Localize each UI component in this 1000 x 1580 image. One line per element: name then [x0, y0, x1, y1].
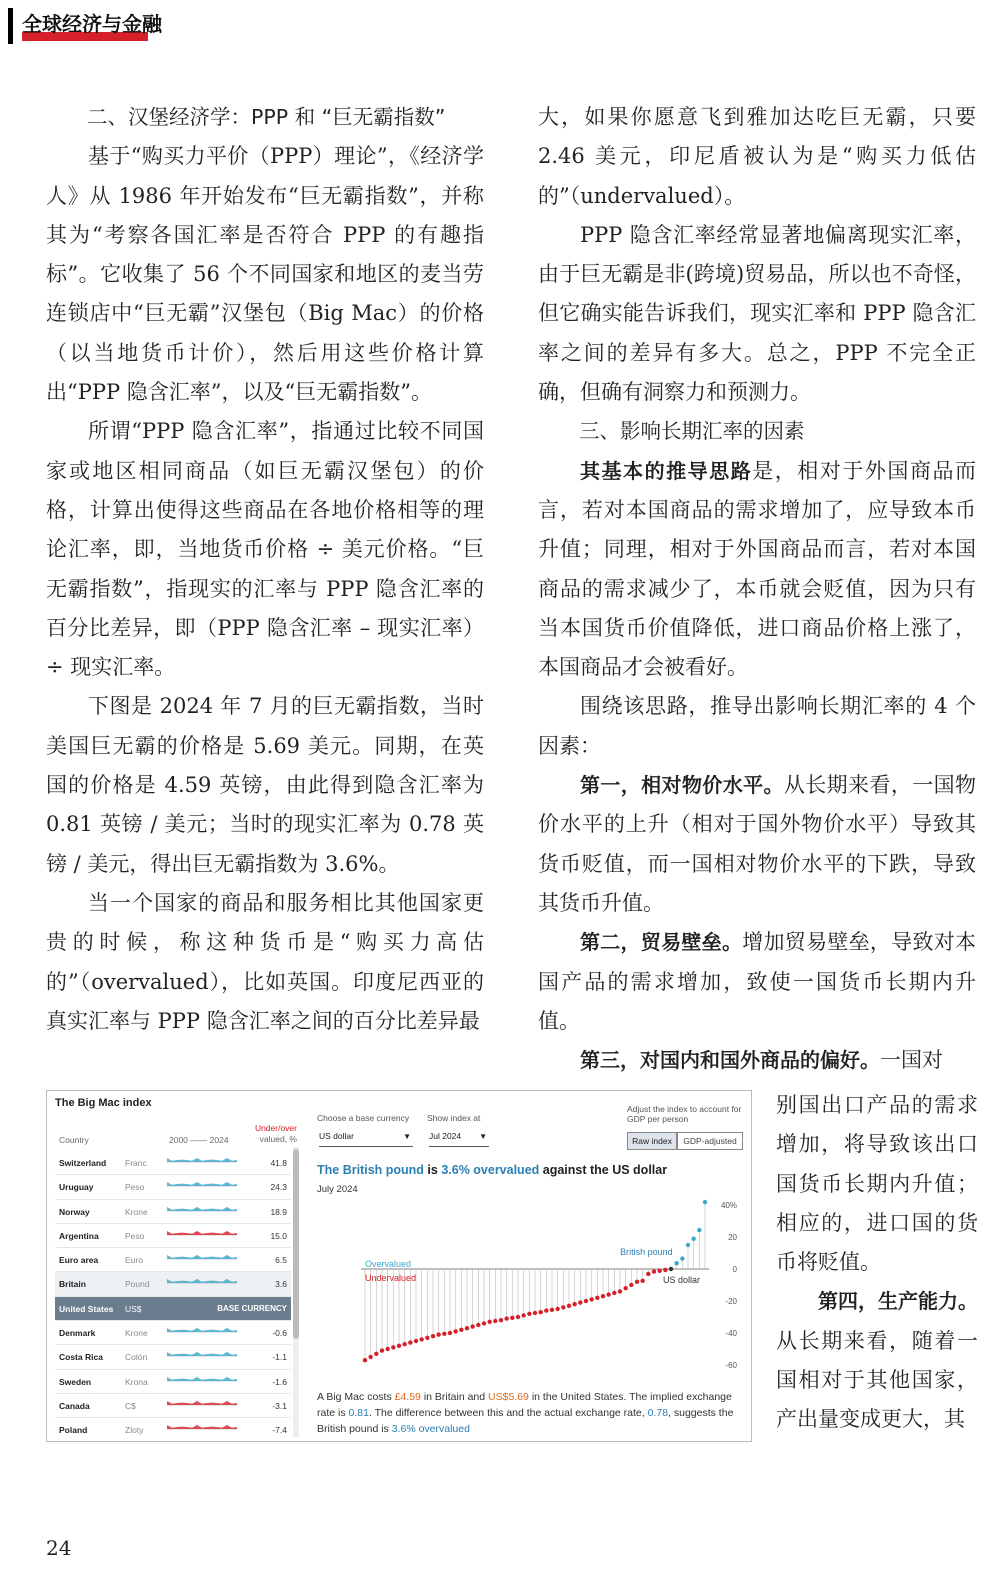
data-point [635, 1280, 639, 1284]
data-point [414, 1339, 418, 1343]
paragraph-text: 增加贸易壁垒，导致对本国产品的需求增加，致使一国货币长期内升值。 [538, 930, 977, 1033]
sparkline-area [167, 1207, 237, 1211]
currency-name: C$ [125, 1400, 136, 1411]
sparkline [167, 1156, 237, 1168]
data-point [510, 1316, 514, 1320]
sparkline-area [167, 1231, 237, 1235]
currency-name: Krone [125, 1206, 148, 1217]
data-point [646, 1272, 650, 1276]
currency-name: Peso [125, 1230, 145, 1241]
sparkline-area [167, 1255, 237, 1259]
currency-name: US$ [125, 1303, 142, 1314]
y-tick-label: 20 [728, 1233, 737, 1242]
table-row[interactable] [55, 1224, 291, 1248]
data-point [436, 1332, 440, 1336]
data-point [555, 1307, 559, 1311]
undervalued-label: Undervalued [365, 1273, 417, 1283]
footnote-usd-price: US$5.69 [488, 1391, 529, 1403]
bold-lead: 第四，生产能力。 [818, 1289, 978, 1314]
sparkline [167, 1375, 237, 1387]
section-heading-3: 三、影响长期汇率的因素 [579, 419, 805, 444]
country-name: Britain [59, 1279, 86, 1290]
bold-lead: 第三，对国内和国外商品的偏好。 [580, 1048, 880, 1073]
data-point [380, 1348, 384, 1352]
data-point [697, 1228, 701, 1232]
sparkline-area [167, 1158, 237, 1162]
country-name: Euro area [59, 1255, 99, 1266]
table-row[interactable] [55, 1321, 291, 1345]
data-point [567, 1304, 571, 1308]
data-point [606, 1292, 610, 1296]
bold-lead: 第一，相对物价水平。 [580, 773, 784, 798]
y-tick-label: -60 [725, 1361, 737, 1370]
data-point [374, 1352, 378, 1356]
data-point [453, 1329, 457, 1333]
show-index-label: Show index at [427, 1113, 481, 1123]
data-point [527, 1312, 531, 1316]
data-point [612, 1291, 616, 1295]
sparkline [167, 1350, 237, 1362]
data-point [516, 1315, 520, 1319]
table-row[interactable] [55, 1345, 291, 1369]
column-header-valued: valued, % [259, 1134, 297, 1144]
left-column [46, 98, 484, 1041]
chevron-down-icon: ▼ [403, 1132, 411, 1141]
data-point [487, 1320, 491, 1324]
country-name: Denmark [59, 1328, 96, 1339]
show-index-value: Jul 2024 [429, 1131, 462, 1141]
bold-lead: 其基本的推导思路 [580, 458, 753, 483]
y-tick-label: 40% [720, 1201, 737, 1210]
narrow-column [776, 1086, 978, 1440]
data-point [691, 1237, 695, 1241]
column-header-country: Country [59, 1135, 89, 1145]
base-currency-select[interactable] [319, 1131, 413, 1147]
raw-index-toggle[interactable]: Raw index [627, 1132, 677, 1150]
currency-name: Franc [125, 1158, 147, 1168]
data-point [368, 1355, 372, 1359]
table-row[interactable] [55, 1418, 291, 1442]
data-point [465, 1326, 469, 1330]
paragraph: 大，如果你愿意飞到雅加达吃巨无霸，只要 2.46 美元，印尼盾被认为是“购买力低估的”（undervalued）。 [538, 105, 976, 208]
data-point [595, 1296, 599, 1300]
table-row[interactable] [55, 1370, 291, 1394]
footnote-text: , suggests the British pound is [317, 1407, 734, 1435]
column-header-years: 2000 —— 2024 [169, 1135, 229, 1145]
table-row[interactable] [55, 1175, 291, 1199]
headline-is: is [423, 1163, 442, 1177]
sparkline-area [167, 1401, 237, 1405]
country-name: Argentina [59, 1230, 99, 1241]
data-point [578, 1300, 582, 1304]
data-point [550, 1308, 554, 1312]
footnote-implied-rate: 0.81 [348, 1407, 369, 1419]
currency-name: Zloty [125, 1425, 144, 1436]
data-point [686, 1243, 690, 1247]
data-point [448, 1331, 452, 1335]
table-row[interactable] [55, 1151, 291, 1175]
valuation-value: 6.5 [275, 1255, 287, 1266]
paragraph [538, 1041, 976, 1080]
data-point [601, 1294, 605, 1298]
data-point [561, 1305, 565, 1309]
paragraph [538, 452, 976, 688]
data-point [652, 1269, 656, 1273]
adjust-note: Adjust the index to account for GDP per person [627, 1104, 742, 1124]
data-point [623, 1286, 627, 1290]
data-point [397, 1344, 401, 1348]
data-point [703, 1200, 707, 1204]
table-scroll-thumb[interactable] [293, 1149, 299, 1339]
section-heading-2: 二、汉堡经济学：PPP 和 “巨无霸指数” [87, 105, 446, 129]
data-point [544, 1308, 548, 1312]
sparkline-area [167, 1352, 237, 1356]
paragraph: 当一个国家的商品和服务相比其他国家更贵的时候，称这种货币是“购买力高估的”（overvalued），比如英国。印度尼西亚的真实汇率与 PPP 隐含汇率之间的百分比差异最 [46, 890, 484, 1033]
data-point [470, 1324, 474, 1328]
valuation-value: -7.4 [272, 1425, 287, 1436]
paragraph-text: 从长期来看，随着一国相对于其他国家，产出量变成更大，其 [776, 1328, 978, 1432]
footnote-actual-rate: 0.78 [647, 1407, 669, 1419]
paragraph-text: 一国对 [880, 1048, 943, 1073]
headline-percent: 3.6% overvalued [441, 1163, 540, 1177]
chevron-down-icon: ▼ [479, 1132, 487, 1141]
paragraph [538, 923, 976, 1041]
country-name: Sweden [59, 1376, 92, 1387]
valuation-value: -1.1 [272, 1352, 287, 1363]
british-pound-label: British pound [620, 1247, 673, 1258]
valuation-value: 18.9 [270, 1206, 287, 1217]
sparkline [167, 1253, 237, 1265]
data-point [402, 1342, 406, 1346]
valuation-value: 15.0 [270, 1230, 287, 1241]
data-point [572, 1302, 576, 1306]
column-header-under-over: Under/over [254, 1123, 297, 1133]
sparkline-area [167, 1425, 237, 1429]
valuation-value: -0.6 [272, 1328, 287, 1339]
base-currency-label: Choose a base currency [317, 1113, 410, 1123]
footnote-text: A Big Mac costs [317, 1391, 395, 1403]
paragraph: 围绕该思路，推导出影响长期汇率的 4 个因素： [538, 694, 976, 758]
data-point [493, 1319, 497, 1323]
chart-date: July 2024 [317, 1184, 358, 1195]
data-point [584, 1299, 588, 1303]
page-number: 24 [46, 1536, 72, 1560]
big-mac-index-figure [46, 1090, 752, 1442]
country-name: Switzerland [59, 1158, 107, 1168]
data-point [391, 1345, 395, 1349]
sparkline-area [167, 1182, 237, 1186]
sparkline-area [167, 1328, 237, 1332]
sparkline [167, 1229, 237, 1241]
data-point [431, 1334, 435, 1338]
table-row[interactable] [55, 1297, 291, 1321]
data-point [663, 1268, 667, 1272]
column-header-valuation [247, 1123, 297, 1145]
currency-name: Pound [125, 1279, 150, 1290]
data-point [363, 1358, 367, 1362]
sparkline-area [167, 1377, 237, 1381]
sparkline [167, 1399, 237, 1411]
data-point [533, 1311, 537, 1315]
paragraph: 所谓“PPP 隐含汇率”，指通过比较不同国家或地区相同商品（如巨无霸汉堡包）的价格，计算出使得这些商品在各地价格相等的理论汇率，即，当地货币价格 ÷ 美元价格。“巨无霸指数”，指现实的汇率与 PPP 隐含汇率的百分比差异，即（PPP 隐含汇率 – 现实汇率）÷ 现实汇率。 [46, 419, 484, 680]
valuation-value: 3.6 [275, 1279, 287, 1290]
data-point [618, 1289, 622, 1293]
footnote-gbp-price: £4.59 [394, 1391, 421, 1403]
currency-name: Colón [125, 1352, 148, 1363]
data-point [657, 1269, 661, 1273]
data-point [442, 1332, 446, 1336]
sparkline [167, 1326, 237, 1338]
footnote-text: in the United States. The implied exchange rate is [317, 1391, 732, 1419]
y-tick-label: 0 [732, 1265, 737, 1274]
country-name: Poland [59, 1425, 88, 1436]
table-row[interactable] [55, 1200, 291, 1224]
footnote-text: . The difference between this and the actual exchange rate, [368, 1407, 648, 1419]
y-tick-label: -20 [725, 1297, 737, 1306]
data-point [640, 1279, 644, 1283]
paragraph: 基于“购买力平价（PPP）理论”，《经济学人》从 1986 年开始发布“巨无霸指数”，并称其为“考察各国汇率是否符合 PPP 的有趣指标”。它收集了 56 个不同国家和地区的麦当劳连锁店中“巨无霸”汉堡包（Big Mac）的价格（以当地货币计价），然后用这些价格计算出“PPP 隐含汇率”，以及“巨无霸指数”。 [46, 144, 484, 405]
data-point [589, 1297, 593, 1301]
country-table [55, 1151, 291, 1442]
header-bar [8, 8, 13, 44]
data-point [476, 1323, 480, 1327]
paragraph [776, 1282, 978, 1439]
country-name: United States [59, 1303, 114, 1314]
valuation-value: -3.1 [272, 1400, 287, 1411]
right-column [538, 98, 976, 1080]
table-row[interactable] [55, 1248, 291, 1272]
data-point [538, 1310, 542, 1314]
paragraph: 下图是 2024 年 7 月的巨无霸指数，当时美国巨无霸的价格是 5.69 美元。同期，在英国的价格是 4.59 英镑，由此得到隐含汇率为 0.81 英镑 / 美元；当时的现实汇率为 0.78 英镑 / 美元，得出巨无霸指数为 3.6%。 [46, 694, 484, 876]
footnote-percent: 3.6% overvalued [391, 1423, 470, 1435]
data-point [459, 1328, 463, 1332]
bold-lead: 第二，贸易壁垒。 [580, 930, 743, 955]
paragraph-text: 是，相对于外国商品而言，若对本国商品的需求增加了，应导致本币升值；同理，相对于外国商品而言，若对本国商品的需求减少了，本币就会贬值，因为只有当本国货币价值降低，进口商品价格上涨了，本国商品才会被看好。 [538, 458, 977, 680]
data-point [425, 1336, 429, 1340]
paragraph [538, 766, 976, 923]
data-point [408, 1340, 412, 1344]
sparkline [167, 1205, 237, 1217]
sparkline [167, 1180, 237, 1192]
base-currency-tag: BASE CURRENCY [217, 1303, 287, 1313]
country-name: Costa Rica [59, 1352, 103, 1363]
paragraph-text: 从长期来看，一国物价水平的上升（相对于国外物价水平）导致其货币贬值，而一国相对物价水平的下跌，导致其货币升值。 [538, 773, 977, 915]
headline-rest: against the US dollar [539, 1163, 668, 1177]
country-name: Uruguay [59, 1182, 94, 1193]
currency-name: Krona [125, 1376, 148, 1387]
data-point [504, 1316, 508, 1320]
figure-title: The Big Mac index [55, 1097, 152, 1109]
valuation-value: -1.6 [272, 1376, 287, 1387]
data-point [419, 1337, 423, 1341]
currency-name: Peso [125, 1182, 145, 1193]
overvalued-label: Overvalued [365, 1259, 412, 1269]
data-point [669, 1267, 673, 1271]
country-name: Canada [59, 1400, 90, 1411]
headline-country: The British pound [317, 1163, 424, 1177]
currency-name: Krone [125, 1328, 148, 1339]
data-point [521, 1313, 525, 1317]
show-index-select[interactable] [429, 1131, 489, 1147]
table-row[interactable] [55, 1394, 291, 1418]
data-point [385, 1347, 389, 1351]
big-mac-dot-chart [307, 1191, 747, 1391]
us-dollar-label: US dollar [663, 1275, 701, 1285]
valuation-value: 24.3 [270, 1182, 287, 1193]
data-point [629, 1283, 633, 1287]
paragraph: 别国出口产品的需求增加，将导致该出口国货币长期内升值；相应的，进口国的货币将贬值。 [776, 1093, 978, 1275]
data-point [680, 1256, 684, 1260]
country-name: Norway [59, 1206, 90, 1217]
paragraph: PPP 隐含汇率经常显著地偏离现实汇率，由于巨无霸是非(跨境)贸易品，所以也不奇怪，但它确实能告诉我们，现实汇率和 PPP 隐含汇率之间的差异有多大。总之，PPP 不完全正确，但确有洞察力和预测力。 [538, 222, 976, 405]
sparkline-area [167, 1279, 237, 1283]
header-title: 全球经济与金融 [22, 12, 162, 36]
sparkline [167, 1423, 237, 1435]
sparkline [167, 1277, 237, 1289]
data-point [482, 1321, 486, 1325]
chart-headline [317, 1163, 667, 1177]
data-point [499, 1318, 503, 1322]
gdp-adjusted-toggle[interactable]: GDP-adjusted [677, 1132, 743, 1150]
currency-name: Euro [125, 1255, 143, 1266]
base-currency-value: US dollar [319, 1131, 354, 1141]
table-row[interactable] [55, 1272, 291, 1296]
footnote-text: in Britain and [420, 1391, 489, 1403]
chart-footnote [317, 1389, 742, 1437]
y-tick-label: -40 [725, 1329, 737, 1338]
data-point [674, 1261, 678, 1265]
valuation-value: 41.8 [270, 1158, 287, 1168]
